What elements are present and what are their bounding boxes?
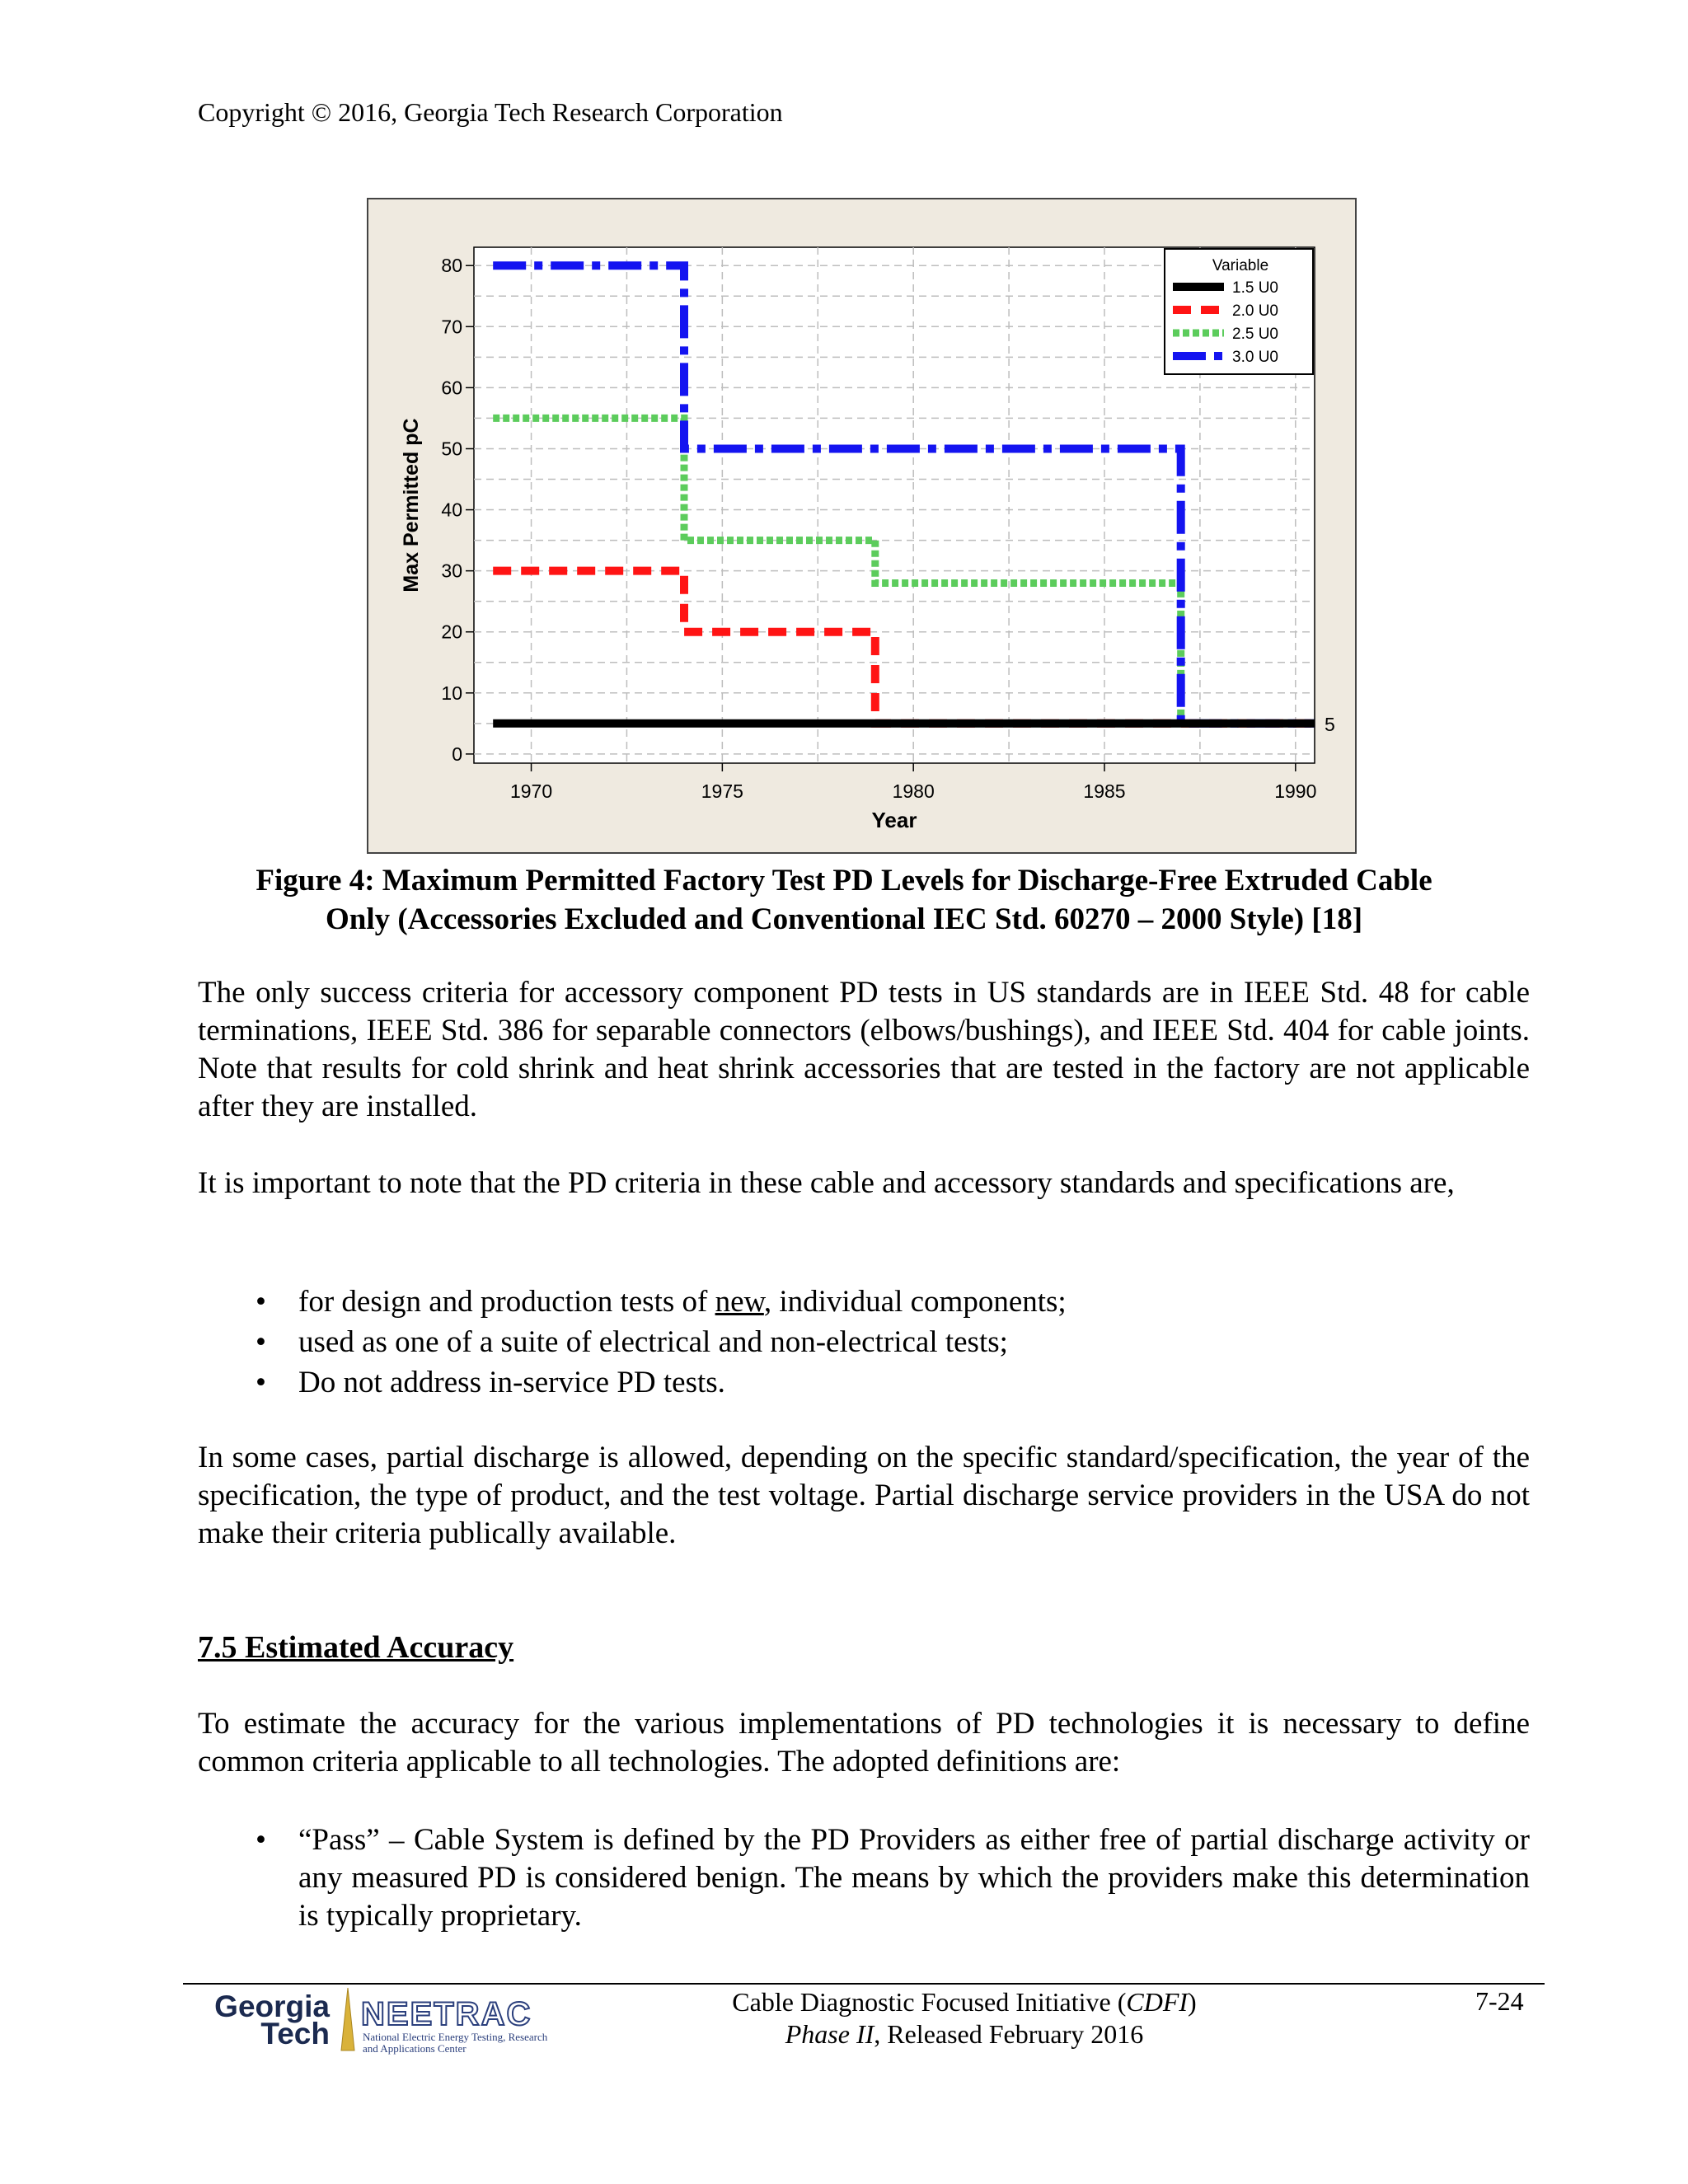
y-tick-label: 70 <box>441 316 462 338</box>
definitions-list <box>256 1821 1530 1935</box>
y-tick-label: 60 <box>441 377 462 399</box>
underlined-word: new <box>715 1285 764 1319</box>
x-tick-label: 1975 <box>701 780 743 802</box>
footer-title <box>626 1986 1302 2050</box>
georgia-tech-logo: Georgia Tech <box>214 1990 330 2050</box>
pd-levels-chart <box>367 198 1357 854</box>
list-item: • “Pass” – Cable System is defined by the PD Providers as either free of partial discharge activity or any measured PD is considered benign. The means by which the providers make this determination is typically proprietary. <box>256 1823 1530 1933</box>
footer-divider <box>183 1983 1545 1985</box>
paragraph-important-note: It is important to note that the PD criteria in these cable and accessory standards and specifications are, <box>198 1166 1455 1200</box>
bullet-icon: • <box>256 1285 266 1319</box>
paragraph-accessory-criteria: The only success criteria for accessory component PD tests in US standards are in IEEE Std. 48 for cable terminations, IEEE Std. 386 for separable connectors (elbows/bushings), and IEEE Std. 404 for cable joints. Note that results for cold shrink and heat shrink accessories that are tested in the factory are not applicable after they are installed. <box>198 976 1530 1123</box>
legend-label: 3.0 U0 <box>1232 349 1278 366</box>
bullet-icon: • <box>256 1823 266 1857</box>
y-tick-label: 10 <box>441 682 462 704</box>
paragraph-partial-discharge: In some cases, partial discharge is allowed, depending on the specific standard/specification, the year of the specification, the type of product, and the test voltage. Partial discharge service providers in the USA do not make their criteria publically available. <box>198 1441 1530 1550</box>
y-tick-label: 20 <box>441 621 462 643</box>
section-heading: 7.5 Estimated Accuracy <box>198 1630 514 1665</box>
criteria-list <box>256 1282 1530 1403</box>
y-tick-label: 40 <box>441 499 462 521</box>
page-number: 7-24 <box>1475 1986 1524 2016</box>
y-tick-label: 80 <box>441 255 462 277</box>
footer-line1: Cable Diagnostic Focused Initiative (CDFI) <box>732 1987 1197 2017</box>
x-tick-label: 1990 <box>1274 780 1317 802</box>
figure-caption <box>165 861 1523 939</box>
x-tick-label: 1970 <box>509 780 553 802</box>
y-axis-label: Max Permitted pC <box>400 418 423 593</box>
copyright-notice: Copyright © 2016, Georgia Tech Research Corporation <box>198 97 783 127</box>
tower-icon <box>336 1986 359 2054</box>
neetrac-logo-subtitle: National Electric Energy Testing, Research and Applications Center <box>363 2031 548 2055</box>
figure-caption-line2: Only (Accessories Excluded and Conventional IEC Std. 60270 – 2000 Style) [18] <box>325 902 1363 936</box>
bullet-icon: • <box>256 1366 266 1399</box>
legend-title: Variable <box>1212 257 1269 274</box>
bullet-icon: • <box>256 1325 266 1359</box>
x-tick-label: 1985 <box>1083 780 1126 802</box>
figure-caption-line1: Figure 4: Maximum Permitted Factory Test PD Levels for Discharge-Free Extruded Cable <box>256 864 1432 898</box>
x-axis-label: Year <box>871 808 917 832</box>
paragraph-accuracy: To estimate the accuracy for the various implementations of PD technologies it is necessary to define common criteria applicable to all technologies. The adopted definitions are: <box>198 1707 1530 1779</box>
list-item: • used as one of a suite of electrical and non-electrical tests; <box>256 1322 1530 1362</box>
legend-label: 2.5 U0 <box>1232 326 1278 343</box>
legend-label: 1.5 U0 <box>1232 279 1278 297</box>
end-value-label: 5 <box>1325 713 1335 735</box>
legend-label: 2.0 U0 <box>1232 302 1278 320</box>
footer-line2: Phase II, Released February 2016 <box>785 2019 1144 2049</box>
y-tick-label: 30 <box>441 560 462 582</box>
y-tick-label: 50 <box>441 438 462 460</box>
y-tick-label: 0 <box>452 743 462 765</box>
list-item: • for design and production tests of new, individual components; <box>256 1282 1530 1322</box>
x-tick-label: 1980 <box>892 780 935 802</box>
neetrac-logo: NEETRAC <box>361 1996 532 2032</box>
list-item: • Do not address in-service PD tests. <box>256 1362 1530 1403</box>
